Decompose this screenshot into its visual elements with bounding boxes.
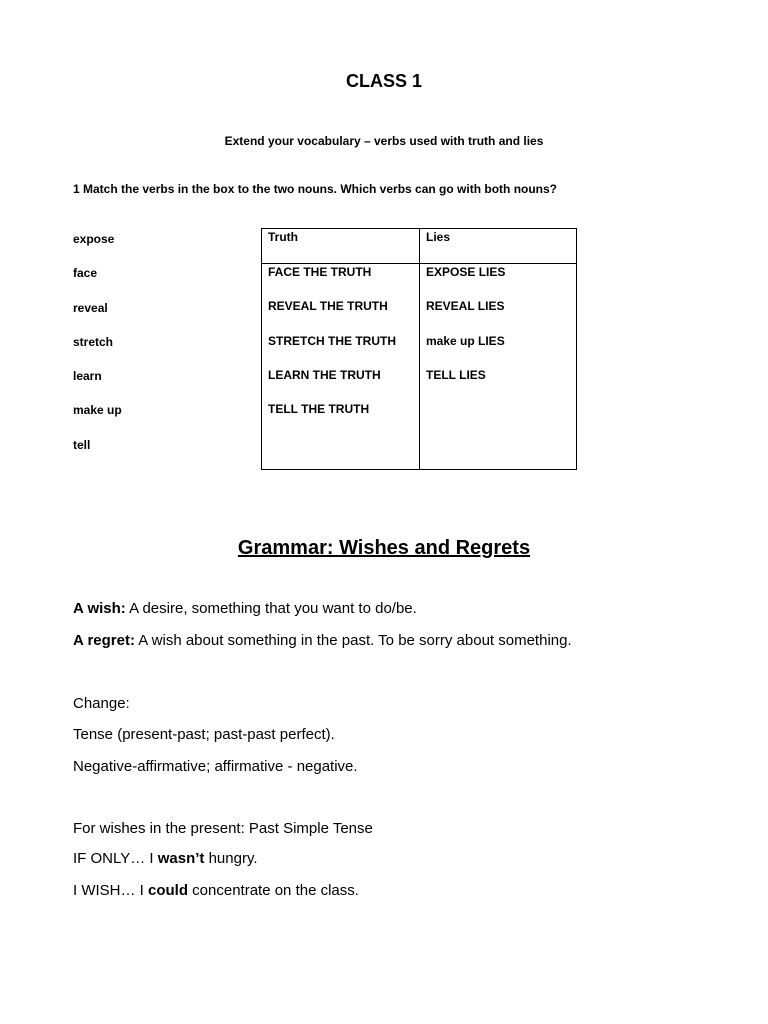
table-cell: STRETCH THE TRUTH <box>268 333 396 348</box>
matching-table <box>261 228 577 470</box>
table-cell: make up LIES <box>426 333 505 348</box>
table-cell: REVEAL LIES <box>426 299 505 314</box>
verb-item: reveal <box>73 300 108 315</box>
page-title: CLASS 1 <box>345 71 423 91</box>
truth-cells <box>268 265 396 436</box>
verb-item: stretch <box>73 334 114 349</box>
regret-text: A wish about something in the past. To be sorry about something. <box>134 632 572 649</box>
table-cell: TELL THE TRUTH <box>268 402 370 417</box>
example-emphasis: could <box>148 882 188 899</box>
verb-item: tell <box>73 437 91 452</box>
table-cell: EXPOSE LIES <box>426 265 506 279</box>
vocabulary-subtitle: Extend your vocabulary – verbs used with truth and lies <box>224 134 544 148</box>
present-rule: For wishes in the present: Past Simple Tense <box>73 820 373 837</box>
grammar-heading: Grammar: Wishes and Regrets <box>237 537 531 559</box>
example-i-wish <box>73 882 359 899</box>
change-tense: Tense (present-past; past-past perfect). <box>73 726 335 743</box>
wish-text: A desire, something that you want to do/be. <box>125 600 417 617</box>
change-polarity: Negative-affirmative; affirmative - negative. <box>73 758 358 775</box>
exercise-instruction: 1 Match the verbs in the box to the two nouns. Which verbs can go with both nouns? <box>73 182 558 196</box>
table-column-divider <box>419 229 420 469</box>
wish-label: A wish: <box>73 600 126 617</box>
example-prefix: IF ONLY… I <box>73 850 158 867</box>
example-prefix: I WISH… I <box>73 882 148 899</box>
table-cell: TELL LIES <box>426 367 486 382</box>
change-label: Change: <box>73 695 130 712</box>
verb-list <box>73 231 122 471</box>
example-emphasis: wasn’t <box>157 850 205 867</box>
verb-item: face <box>73 266 98 281</box>
table-cell: FACE THE TRUTH <box>268 265 372 279</box>
example-suffix: hungry. <box>204 850 258 867</box>
regret-definition <box>73 632 572 649</box>
table-cell: LEARN THE TRUTH <box>268 367 381 382</box>
table-header-divider <box>262 263 576 264</box>
example-if-only <box>73 850 258 867</box>
verb-item: learn <box>73 369 102 384</box>
lies-cells <box>426 265 505 402</box>
wish-definition <box>73 600 417 617</box>
regret-label: A regret: <box>73 632 135 649</box>
verb-item: expose <box>73 232 115 246</box>
verb-item: make up <box>73 403 122 418</box>
truth-header: Truth <box>268 230 298 244</box>
lies-header: Lies <box>426 230 451 244</box>
example-suffix: concentrate on the class. <box>188 882 359 899</box>
table-cell: REVEAL THE TRUTH <box>268 299 388 314</box>
